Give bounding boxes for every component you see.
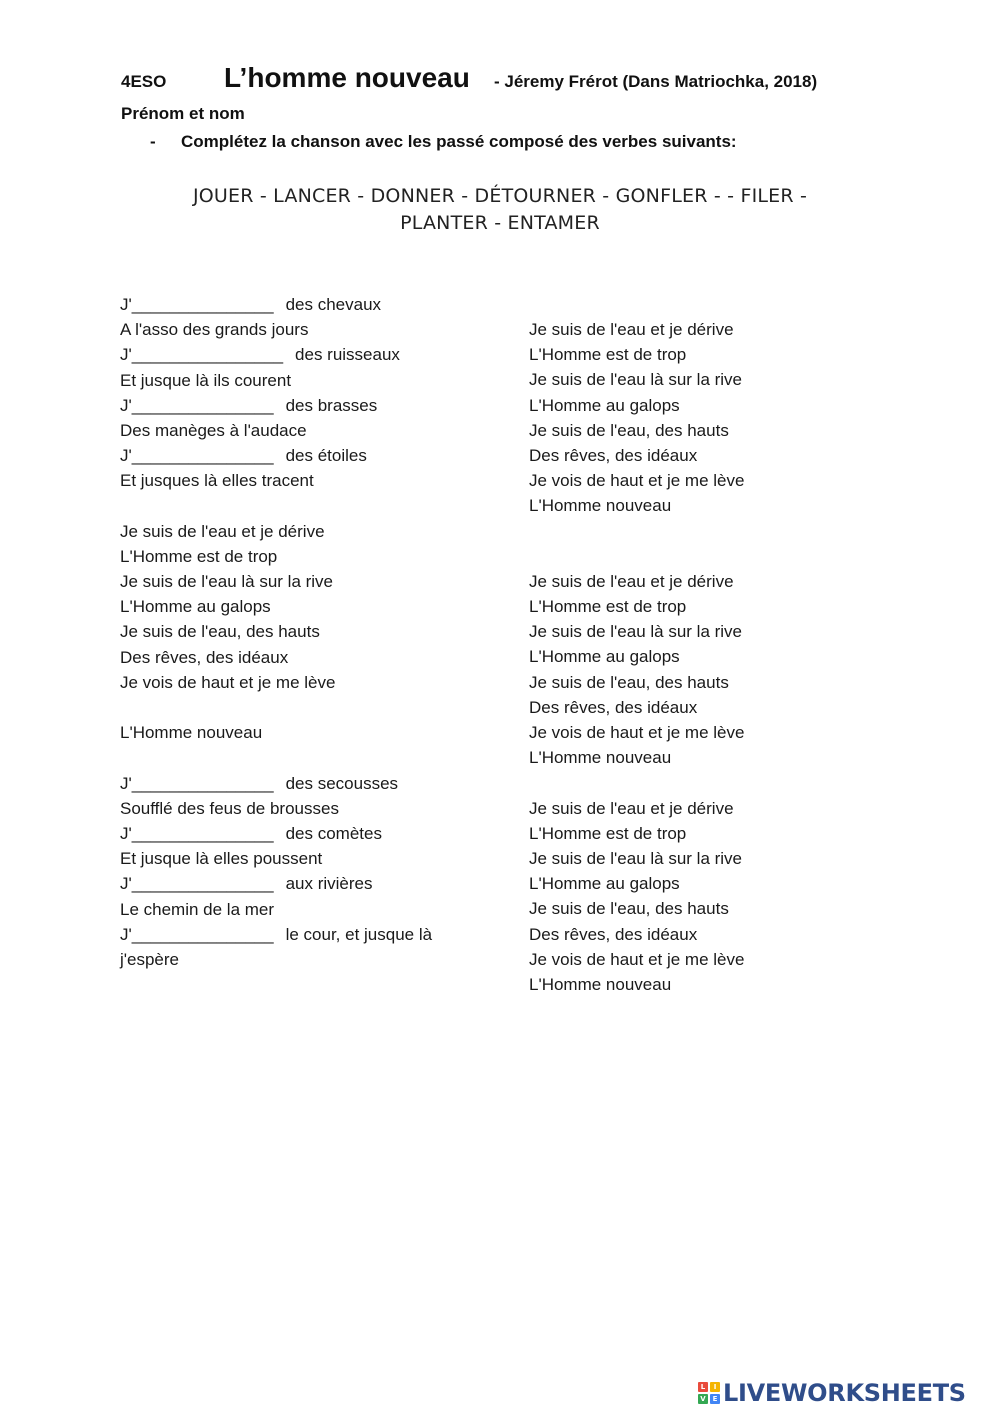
instruction <box>150 132 737 152</box>
lyric-line <box>120 745 432 770</box>
fill-blank-line <box>120 821 432 846</box>
lyric-line: L'Homme est de trop <box>529 345 687 365</box>
lyric-line: Des rêves, des idéaux <box>529 924 698 944</box>
line-suffix: des ruisseaux <box>295 345 400 365</box>
lyric-line: Le chemin de la mer <box>120 899 275 919</box>
lyric-line: L'Homme est de trop <box>529 597 687 617</box>
line-suffix: des comètes <box>285 823 382 843</box>
lyric-line <box>120 494 432 519</box>
line-prefix: J' <box>120 446 132 466</box>
lyric-line: L'Homme nouveau <box>120 723 263 743</box>
lyric-line: Je suis de l'eau, des hauts <box>120 622 320 642</box>
answer-blank[interactable]: _______________ <box>131 924 274 944</box>
instruction-dash: - <box>150 132 156 151</box>
lyric-line: L'Homme au galops <box>529 647 680 667</box>
lyric-line: L'Homme au galops <box>529 874 680 894</box>
line-prefix: J' <box>120 823 132 843</box>
lyric-line: Je vois de haut et je me lève <box>529 723 745 742</box>
lyric-line: Et jusques là elles tracent <box>120 471 314 491</box>
line-prefix: J' <box>120 773 132 793</box>
answer-blank[interactable]: _______________ <box>131 823 274 843</box>
lyric-line: Je suis de l'eau là sur la rive <box>529 848 743 868</box>
lyrics-right-column <box>529 317 744 997</box>
lyric-line: Je vois de haut et je me lève <box>529 471 745 491</box>
line-prefix: J' <box>120 924 132 944</box>
instruction-text: Complétez la chanson avec les passé composé des verbes suivants: <box>181 132 737 151</box>
lyric-line: Je suis de l'eau, des hauts <box>529 420 729 440</box>
lyric-line: L'Homme est de trop <box>120 546 278 566</box>
lyric-line: Et jusque là ils courent <box>120 370 292 390</box>
lyric-line: Je suis de l'eau et je dérive <box>529 798 734 818</box>
fill-blank-line <box>120 771 432 796</box>
lyric-line: L'Homme nouveau <box>529 748 672 768</box>
lyric-line: Je suis de l'eau et je dérive <box>529 320 734 339</box>
lyric-line <box>529 770 744 795</box>
lyrics-left-column <box>120 292 432 972</box>
line-suffix: des brasses <box>285 395 378 415</box>
lyric-line <box>529 544 744 569</box>
logo-text: LIVEWORKSHEETS <box>723 1379 966 1407</box>
name-label: Prénom et nom <box>121 104 245 123</box>
lyric-line: Je suis de l'eau et je dérive <box>529 571 734 591</box>
song-title: L’homme nouveau <box>224 62 470 93</box>
fill-blank-line <box>120 922 432 947</box>
answer-blank[interactable]: _______________ <box>131 395 274 415</box>
line-prefix: J' <box>120 295 132 314</box>
grade-label: 4ESO <box>121 72 167 91</box>
logo-square: I <box>710 1382 720 1392</box>
lyric-line: Je suis de l'eau là sur la rive <box>120 572 334 592</box>
fill-blank-line <box>120 292 432 317</box>
fill-blank-line <box>120 443 432 468</box>
line-prefix: J' <box>120 874 132 894</box>
lyric-line: Des rêves, des idéaux <box>529 697 698 717</box>
song-artist: - Jéremy Frérot (Dans Matriochka, 2018) <box>494 72 818 91</box>
fill-blank-line <box>120 871 432 896</box>
line-suffix: des étoiles <box>285 446 367 466</box>
lyric-line: Je vois de haut et je me lève <box>120 672 336 692</box>
answer-blank[interactable]: _______________ <box>131 874 274 894</box>
lyric-line: Des manèges à l'audace <box>120 420 307 440</box>
line-prefix: J' <box>120 395 132 415</box>
lyric-line: j'espère <box>120 949 180 969</box>
lyric-line: Je suis de l'eau là sur la rive <box>529 370 743 390</box>
line-suffix: des secousses <box>285 773 399 793</box>
lyric-line <box>120 695 432 720</box>
logo-square: V <box>698 1394 708 1404</box>
lyric-line: Des rêves, des idéaux <box>529 445 698 465</box>
lyric-line: Je suis de l'eau, des hauts <box>529 672 729 692</box>
lyric-line: Des rêves, des idéaux <box>120 647 289 667</box>
lyric-line: L'Homme est de trop <box>529 823 687 843</box>
lyric-line: Je suis de l'eau là sur la rive <box>529 622 743 642</box>
verb-list-line-2: PLANTER - ENTAMER <box>400 212 600 234</box>
lyric-line: L'Homme au galops <box>120 597 271 617</box>
lyric-line: A l'asso des grands jours <box>120 320 309 340</box>
lyric-line: Soufflé des feus de brousses <box>120 798 339 818</box>
logo-square: L <box>698 1382 708 1392</box>
line-suffix: le cour, et jusque là <box>285 924 433 944</box>
fill-blank-line <box>120 342 432 367</box>
lyric-line: Je vois de haut et je me lève <box>529 949 745 969</box>
lyric-line: Je suis de l'eau et je dérive <box>120 521 325 541</box>
lyric-line: Et jusque là elles poussent <box>120 849 323 869</box>
lyric-line: L'Homme au galops <box>529 395 680 415</box>
lyric-line: L'Homme nouveau <box>529 974 672 994</box>
verb-list-line-1: JOUER - LANCER - DONNER - DÉTOURNER - GONFLER - - FILER - <box>192 185 808 207</box>
answer-blank[interactable]: _______________ <box>131 773 274 793</box>
lyric-line <box>529 519 744 544</box>
liveworksheets-logo <box>698 1378 966 1408</box>
line-suffix: des chevaux <box>285 295 382 314</box>
line-suffix: aux rivières <box>285 874 373 894</box>
line-prefix: J' <box>120 345 132 365</box>
lyric-line: L'Homme nouveau <box>529 496 672 516</box>
liveworksheets-logo-icon <box>698 1382 720 1404</box>
answer-blank[interactable]: ________________ <box>131 345 284 365</box>
lyric-line: Je suis de l'eau, des hauts <box>529 899 729 919</box>
logo-square: E <box>710 1394 720 1404</box>
answer-blank[interactable]: _______________ <box>131 295 274 314</box>
fill-blank-line <box>120 393 432 418</box>
answer-blank[interactable]: _______________ <box>131 446 274 466</box>
